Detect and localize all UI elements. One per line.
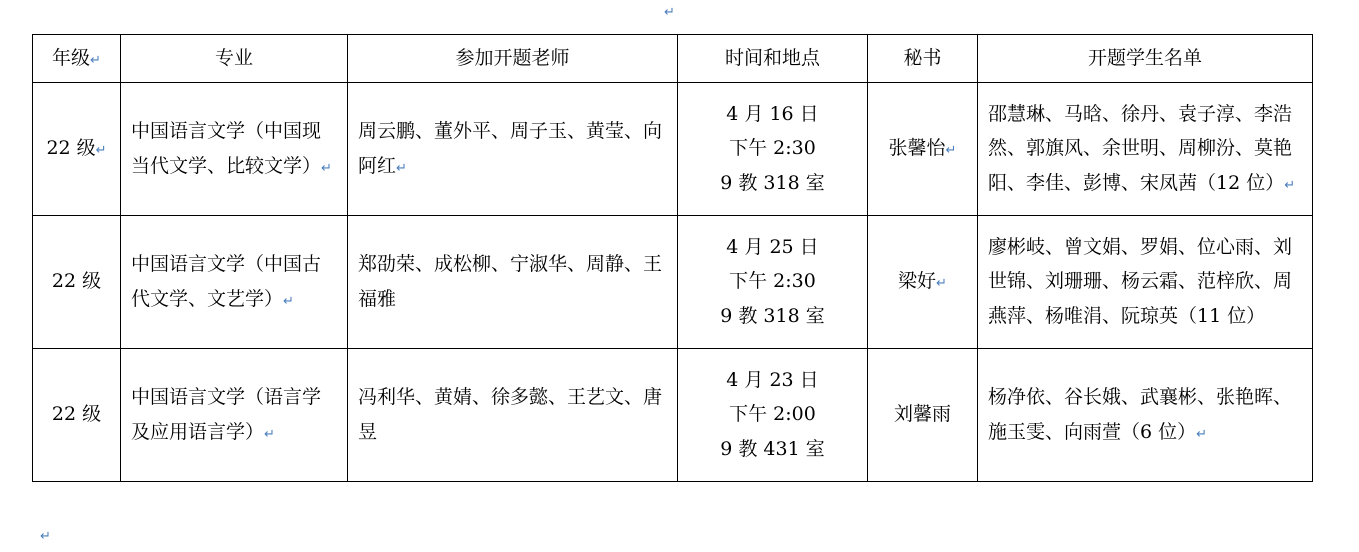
- time-line-date: 4 月 23 日: [726, 368, 819, 391]
- table-row: [33, 215, 1313, 348]
- table-row: [33, 82, 1313, 215]
- cell-grade-value: 22 级: [46, 137, 96, 160]
- cell-teachers: [348, 82, 678, 215]
- paragraph-mark: ↵: [945, 142, 957, 158]
- cell-grade-value: 22 级: [51, 403, 102, 426]
- paragraph-mark: ↵: [936, 275, 947, 291]
- time-line-room: 9 教 318 室: [720, 304, 825, 327]
- cell-teachers-value: 郑劭荣、成松柳、宁淑华、周静、王福雅: [358, 253, 663, 310]
- cell-secretary-value: 刘馨雨: [893, 403, 951, 426]
- cell-students-value: 廖彬岐、曾文娟、罗娟、位心雨、刘世锦、刘珊珊、杨云霜、范梓欣、周燕萍、杨唯涓、阮琼英（11 位）: [988, 235, 1293, 327]
- cell-secretary: [868, 348, 978, 481]
- paragraph-mark-bottom: ↵: [40, 528, 51, 543]
- cell-time-location: [678, 348, 868, 481]
- paragraph-mark: ↵: [283, 292, 294, 308]
- column-header-major: 专业: [121, 35, 348, 83]
- cell-major: [121, 348, 348, 481]
- cell-major-value: 中国语言文学（中国古代文学、文艺学）: [131, 253, 322, 310]
- cell-major: [121, 82, 348, 215]
- paragraph-mark: ↵: [95, 142, 107, 158]
- time-line-hour: 下午 2:30: [729, 270, 816, 293]
- cell-major-value: 中国语言文学（语言学及应用语言学）: [131, 386, 322, 443]
- time-line-room: 9 教 431 室: [720, 437, 825, 460]
- column-header-secretary: 秘书: [868, 35, 978, 83]
- column-header-students: 开题学生名单: [978, 35, 1313, 83]
- cell-teachers: [348, 215, 678, 348]
- cell-secretary-value: 梁好: [898, 270, 937, 293]
- cell-time-location: [678, 82, 868, 215]
- paragraph-mark: ↵: [321, 159, 332, 175]
- cell-students: [978, 82, 1313, 215]
- table-header-row: [33, 35, 1313, 83]
- cell-teachers: [348, 348, 678, 481]
- cell-grade: [33, 215, 121, 348]
- cell-students-value: 邵慧琳、马晗、徐丹、袁子淳、李浩然、郭旗风、余世明、周柳汾、莫艳阳、李佳、彭博、宋凤茜（12 位）: [988, 102, 1293, 194]
- cell-students-value: 杨净依、谷长娥、武襄彬、张艳晖、施玉雯、向雨萱（6 位）: [988, 386, 1293, 443]
- column-header-grade: [33, 35, 121, 83]
- paragraph-mark: ↵: [1284, 176, 1296, 192]
- time-line-room: 9 教 318 室: [720, 171, 825, 194]
- cell-grade: [33, 82, 121, 215]
- paragraph-mark: ↵: [90, 52, 101, 67]
- cell-students: [978, 348, 1313, 481]
- column-header-teachers: 参加开题老师: [348, 35, 678, 83]
- cell-time-location: [678, 215, 868, 348]
- cell-major-value: 中国语言文学（中国现当代文学、比较文学）: [131, 120, 322, 177]
- cell-secretary-value: 张馨怡: [888, 137, 946, 160]
- column-header-time-location: 时间和地点: [678, 35, 868, 83]
- paragraph-mark: ↵: [264, 425, 275, 441]
- time-line-date: 4 月 16 日: [726, 102, 819, 125]
- table-row: [33, 348, 1313, 481]
- cell-major: [121, 215, 348, 348]
- cell-secretary: [868, 82, 978, 215]
- cell-secretary: [868, 215, 978, 348]
- time-line-date: 4 月 25 日: [726, 235, 819, 258]
- time-line-hour: 下午 2:30: [729, 137, 816, 160]
- cell-grade: [33, 348, 121, 481]
- paragraph-mark-top: ↵: [664, 4, 675, 19]
- cell-teachers-value: 周云鹏、董外平、周子玉、黄莹、向阿红: [358, 120, 663, 177]
- column-header-grade-label: 年级: [52, 47, 91, 69]
- paragraph-mark: ↵: [1196, 425, 1208, 441]
- thesis-proposal-schedule-table: [32, 34, 1313, 482]
- cell-teachers-value: 冯利华、黄婧、徐多懿、王艺文、唐昱: [358, 386, 663, 443]
- table-header: [33, 35, 1313, 83]
- cell-students: [978, 215, 1313, 348]
- paragraph-mark: ↵: [396, 159, 407, 175]
- table-body: [33, 82, 1313, 481]
- cell-grade-value: 22 级: [51, 270, 102, 293]
- time-line-hour: 下午 2:00: [729, 403, 816, 426]
